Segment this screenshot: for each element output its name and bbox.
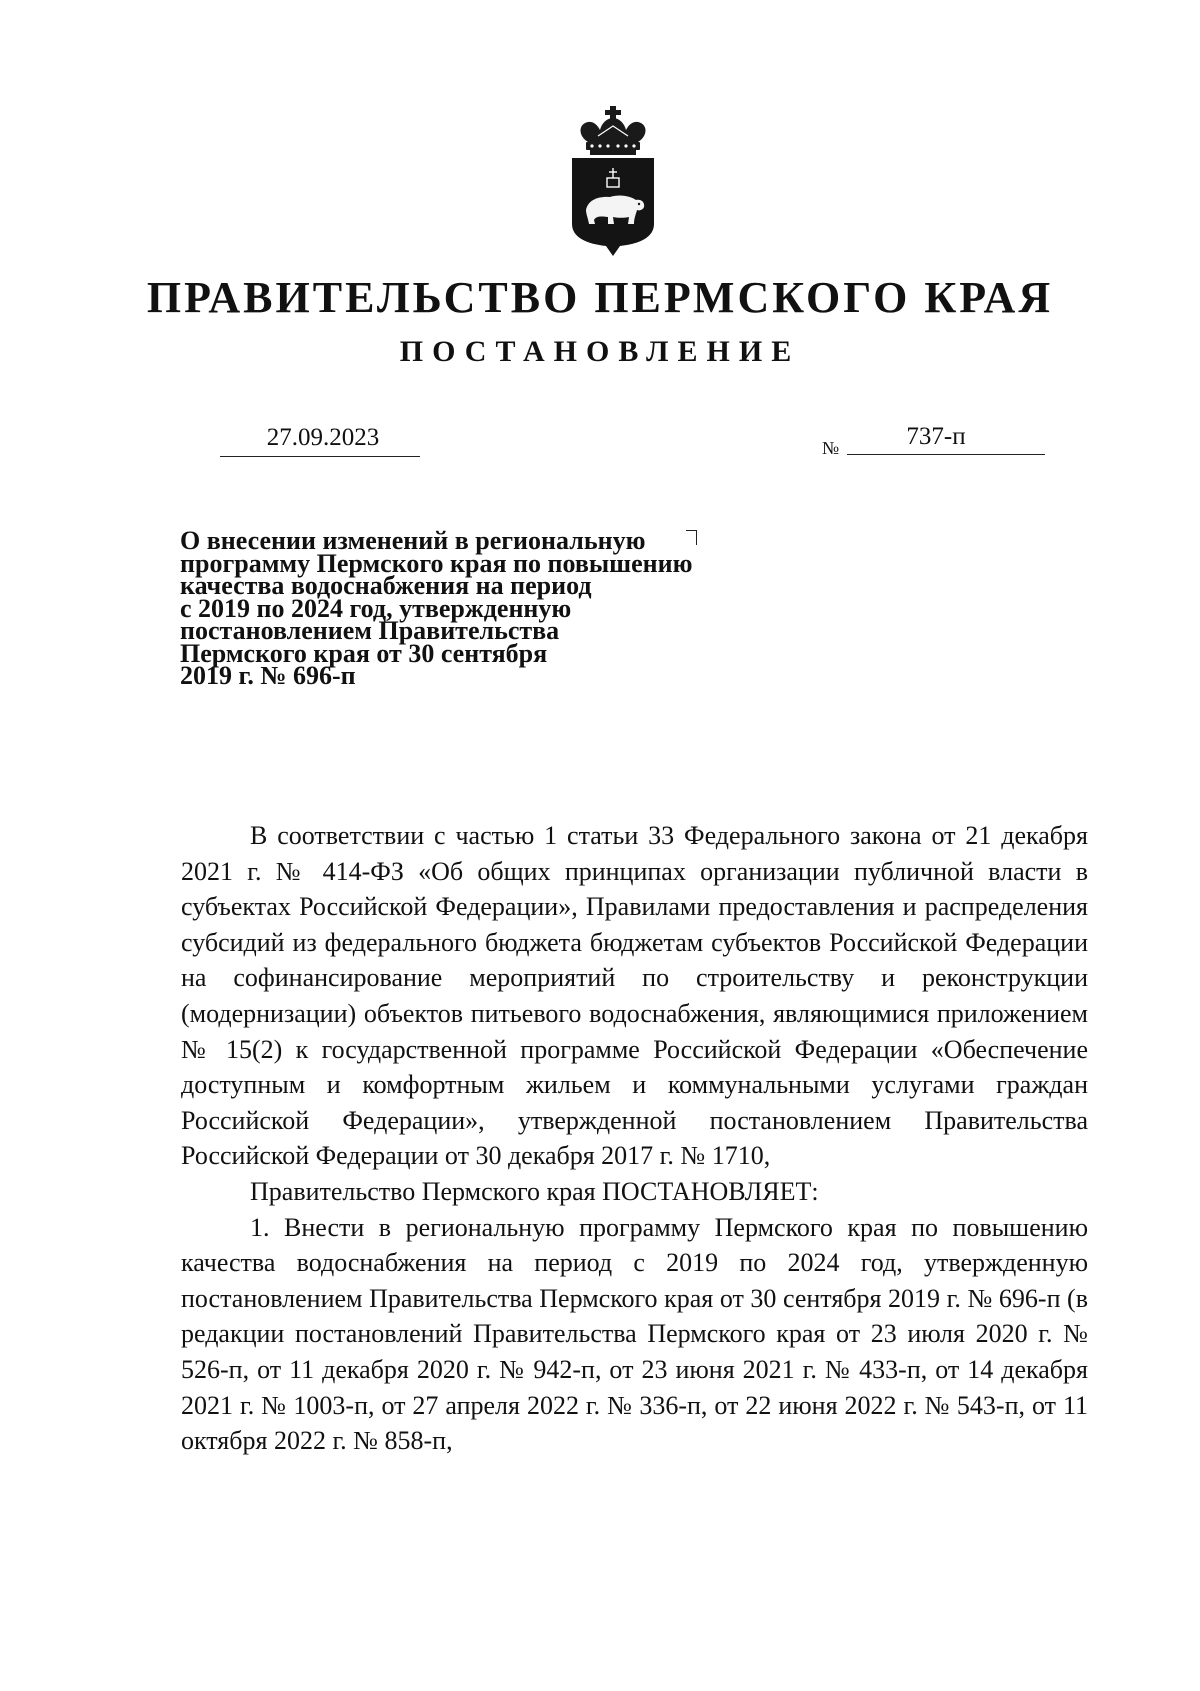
subject-line: программу Пермского края по повышению bbox=[180, 548, 693, 578]
document-date: 27.09.2023 bbox=[220, 420, 420, 457]
subject-line: постановлением Правительства bbox=[180, 616, 560, 645]
document-subject bbox=[180, 526, 770, 690]
document-type-title: ПОСТАНОВЛЕНИЕ bbox=[399, 335, 801, 368]
subject-line: с 2019 по 2024 год, утвержденную bbox=[180, 593, 572, 623]
body-paragraph-preamble: В соответствии с частью 1 статьи 33 Федерального закона от 21 декабря 2021 г. № 414-ФЗ «Об общих принципах организации публичной власти в субъектах Российской Федерации», Правилами предоставления и распределения субсидий из федерального бюджета бюджетам субъектов Российской Федерации на софинансирование мероприятий по строительству и реконструкции (модернизации) объектов питьевого водоснабжения, являющимися приложением № 15(2) к государственной программе Российской Федерации «Обеспечение доступным и комфортным жильем и коммунальными услугами граждан Российской Федерации», утвержденной постановлением Правительства Российской Федерации от 30 декабря 2017 г. № 1710, bbox=[181, 821, 1088, 1171]
document-body bbox=[181, 818, 1088, 1459]
subject-line: Пермского края от 30 сентября bbox=[180, 638, 548, 668]
number-sign-label: № bbox=[822, 438, 840, 458]
subject-line: О внесении изменений в региональную bbox=[180, 526, 646, 555]
subject-line: качества водоснабжения на период bbox=[180, 571, 592, 600]
organization-title: ПРАВИТЕЛЬСТВО ПЕРМСКОГО КРАЯ bbox=[146, 273, 1054, 322]
document-number: 737-п bbox=[847, 420, 1045, 455]
body-paragraph-item-1: 1. Внести в региональную программу Пермского края по повышению качества водоснабжения на период с 2019 по 2024 год, утвержденную постановлением Правительства Пермского края от 30 сентября 2019 г. № 696-п (в редакции постановлений Правительства Пермского края от 23 июля 2020 г. № 526-п, от 11 декабря 2020 г. № 942-п, от 23 июня 2021 г. № 433-п, от 14 декабря 2021 г. № 1003-п, от 27 апреля 2022 г. № 336-п, от 22 июня 2022 г. № 543-п, от 11 октября 2022 г. № 858-п, bbox=[181, 1212, 1088, 1456]
coat-of-arms-icon bbox=[568, 106, 658, 258]
body-paragraph-resolves: Правительство Пермского края ПОСТАНОВЛЯЕТ: bbox=[250, 1176, 819, 1206]
subject-line: 2019 г. № 696-п bbox=[180, 661, 356, 690]
